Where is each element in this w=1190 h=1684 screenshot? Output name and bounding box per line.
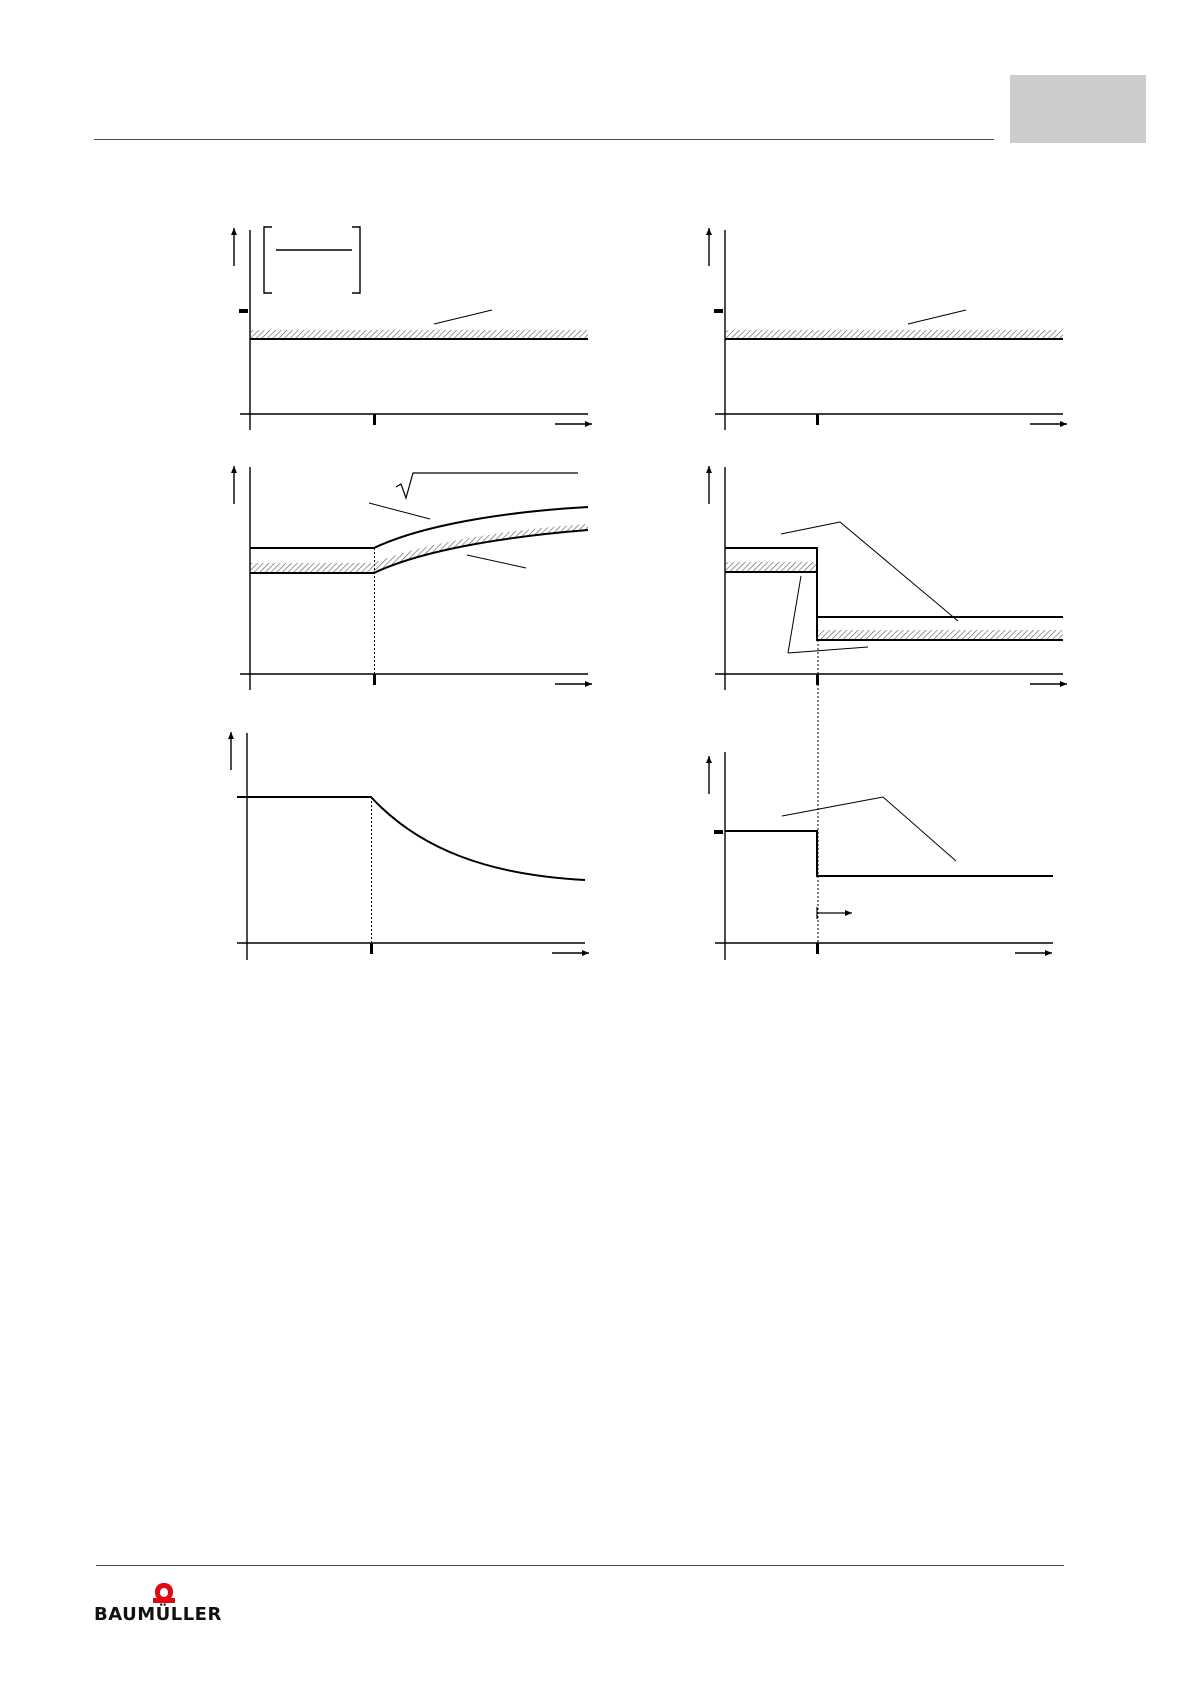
leader-line-a1 (781, 522, 840, 534)
leader-line-2 (883, 797, 956, 861)
x-tick (816, 943, 819, 954)
company-logo (94, 1582, 244, 1630)
leader-line-lower (467, 555, 526, 568)
hatched-band (250, 330, 588, 339)
leader-line-upper (369, 503, 430, 519)
upper-curve (250, 507, 588, 548)
x-tick (816, 414, 819, 425)
hatched-band-after (817, 630, 1063, 640)
leader-line-1 (782, 797, 883, 816)
x-tick (373, 674, 376, 685)
footer-rule (96, 1565, 1064, 1566)
x-tick (370, 943, 373, 954)
x-tick (816, 674, 819, 685)
diagram-middle-left (234, 466, 592, 690)
leader-line (908, 310, 966, 324)
leader-line-b1 (788, 576, 801, 653)
leader-line-b2 (788, 647, 868, 653)
upper-step-line (725, 548, 1063, 617)
leader-line-a2 (840, 522, 958, 621)
lower-step-line (725, 572, 1063, 640)
hatched-band (725, 330, 1063, 339)
y-tick (239, 309, 248, 313)
y-tick (714, 830, 723, 834)
diagram-bottom-right (709, 752, 1053, 960)
logo-mark-icon (150, 1582, 178, 1604)
diagram-top-left (234, 227, 592, 430)
leader-line (434, 310, 492, 324)
logo-text: BAUMÜLLER (94, 1604, 222, 1625)
diagram-middle-right (709, 466, 1067, 690)
diagram-bottom-left (231, 732, 589, 960)
step-line (725, 831, 1053, 876)
sqrt-sign (396, 473, 578, 498)
decay-curve (237, 797, 585, 880)
bracket-right (352, 227, 360, 293)
y-tick (714, 309, 723, 313)
hatched-band-before (725, 562, 817, 572)
bracket-left (264, 227, 272, 293)
x-tick (373, 414, 376, 425)
diagram-top-right (709, 228, 1067, 430)
